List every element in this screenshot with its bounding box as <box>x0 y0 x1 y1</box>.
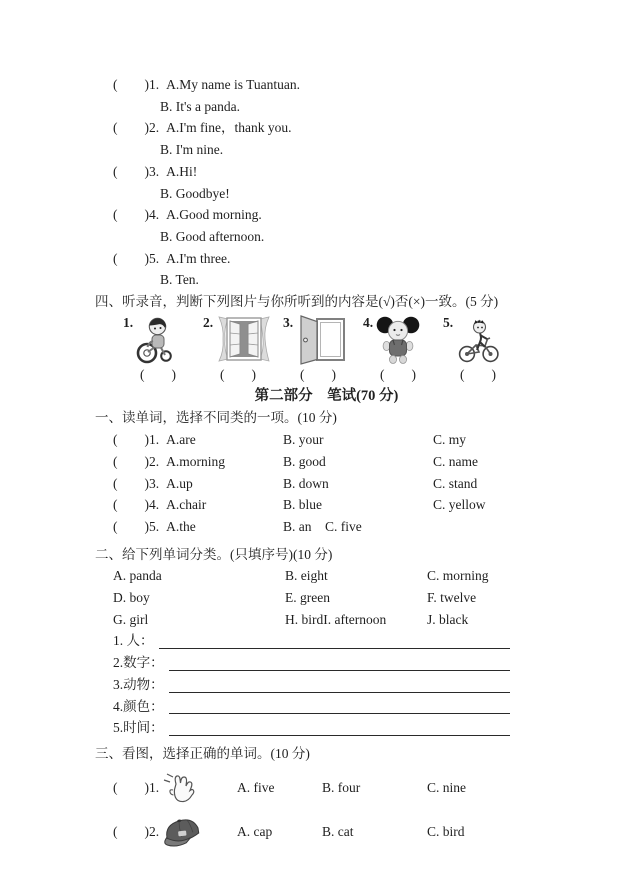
listening-item-2-line-a <box>113 117 628 139</box>
category-label: 4.颜色： <box>113 698 164 714</box>
answer-underline-blank <box>169 717 510 736</box>
picture-number: 3. <box>283 314 294 330</box>
option-a-text: A.I'm fine，thank you. <box>166 120 292 136</box>
word-d: D. boy <box>113 590 150 606</box>
answer-paren-blank: ( )1. <box>113 77 160 92</box>
picture-number: 1. <box>123 314 134 330</box>
option-b-text: B. Good afternoon. <box>160 228 265 244</box>
option-a-text: A.Good morning. <box>166 207 262 223</box>
section4-heading: 四、听录音，判断下列图片与你所听到的内容是(√)否(×)一致。(5 分) <box>95 294 499 310</box>
listening-item-5-line-b <box>113 269 628 291</box>
answer-paren-blank: ( )4. <box>113 497 160 513</box>
category-label: 5.时间： <box>113 720 164 736</box>
answer-paren-blank: ( )3. <box>113 163 160 179</box>
listening-item-2-line-b <box>113 139 628 161</box>
answer-paren-blank: ( )5. <box>113 250 160 266</box>
part2-title: 第二部分 笔试(70 分) <box>254 387 399 404</box>
option-b-text: B. Goodbye! <box>160 185 230 201</box>
option-a: A.chair <box>166 497 207 513</box>
option-b-text: B. It's a panda. <box>160 98 241 114</box>
written3-picture-choice <box>0 767 628 855</box>
picture-answer-blank: ( ) <box>220 366 256 382</box>
written3-row-2 <box>113 809 628 855</box>
option-a-text: A.I'm three. <box>166 250 231 266</box>
option-a: A. five <box>237 779 275 795</box>
toy-black-ears-icon <box>376 315 420 365</box>
answer-paren-blank: ( )2. <box>113 823 160 839</box>
listening-item-1-line-a <box>113 74 628 96</box>
picture-answer-blank: ( ) <box>380 366 416 382</box>
picture-item-3 <box>283 315 363 382</box>
option-a: A.the <box>166 518 196 534</box>
category-label: 2.数字： <box>113 655 164 671</box>
picture-number: 4. <box>363 314 374 330</box>
option-a: A.are <box>166 432 196 448</box>
answer-underline-blank <box>169 652 510 671</box>
answer-paren-blank: ( )3. <box>113 475 160 491</box>
listening-choose-response-section <box>0 74 628 291</box>
picture-item-4 <box>363 315 443 382</box>
option-a: A.morning <box>166 453 225 469</box>
option-b: B. four <box>322 779 361 795</box>
answer-paren-blank: ( )4. <box>113 207 160 223</box>
option-b: B. blue <box>283 497 322 513</box>
word-b: B. eight <box>285 568 328 584</box>
baseball-cap-icon <box>159 811 237 853</box>
listening-item-4-line-a <box>113 204 628 226</box>
category-row-time <box>113 717 510 739</box>
word-row-2 <box>113 587 628 609</box>
option-c: C. yellow <box>433 497 486 513</box>
word-row-3 <box>113 609 628 631</box>
option-c: C. name <box>433 453 478 469</box>
written1-heading: 一、读单词，选择不同类的一项。(10 分) <box>95 410 337 426</box>
option-c: C. stand <box>433 475 478 491</box>
option-b: B. an C. five <box>283 518 362 534</box>
written3-row-1 <box>113 767 628 809</box>
word-g: G. girl <box>113 611 149 627</box>
option-c <box>433 516 628 538</box>
answer-paren-blank: ( )1. <box>113 432 160 448</box>
option-c: C. bird <box>427 823 465 839</box>
window-icon <box>216 315 272 363</box>
written1-choice-rows <box>0 429 628 538</box>
category-row-people <box>113 630 510 652</box>
picture-number: 5. <box>443 314 454 330</box>
category-label: 1. 人： <box>113 633 154 649</box>
word-e: E. green <box>285 590 330 606</box>
option-b: B. cat <box>322 823 354 839</box>
option-a: A. cap <box>237 823 273 839</box>
option-b-text: B. I'm nine. <box>160 142 224 158</box>
listening-item-5-line-a <box>113 248 628 270</box>
option-c: C. nine <box>427 779 466 795</box>
category-row-colors <box>113 696 510 718</box>
listening-item-3-line-a <box>113 161 628 183</box>
word-f: F. twelve <box>427 590 477 606</box>
option-a: A.up <box>166 475 193 491</box>
listening-item-1-line-b <box>113 96 628 118</box>
word-row-1 <box>113 565 628 587</box>
picture-answer-blank: ( ) <box>140 366 176 382</box>
answer-underline-blank <box>169 696 510 715</box>
picture-number: 2. <box>203 314 214 330</box>
written1-row-1 <box>113 429 628 451</box>
category-row-numbers <box>113 652 510 674</box>
written3-heading: 三、看图，选择正确的单词。(10 分) <box>95 745 310 761</box>
category-label: 3.动物： <box>113 676 164 692</box>
boy-tricycle-icon <box>136 315 174 365</box>
answer-paren-blank: ( )2. <box>113 120 160 136</box>
picture-item-2 <box>203 315 283 382</box>
option-b: B. down <box>283 475 329 491</box>
answer-paren-blank: ( )5. <box>113 518 160 534</box>
option-b: B. good <box>283 453 326 469</box>
option-a-text: A.My name is Tuantuan. <box>166 77 301 92</box>
written2-heading: 二、给下列单词分类。(只填序号)(10 分) <box>95 546 333 562</box>
boy-bicycle-icon <box>456 315 502 363</box>
word-h-i: H. birdI. afternoon <box>285 611 387 627</box>
option-b-text: B. Ten. <box>160 272 199 288</box>
written1-row-3 <box>113 473 628 495</box>
picture-answer-blank: ( ) <box>300 366 336 382</box>
written2-categories <box>0 630 628 739</box>
written2-word-bank <box>0 565 628 630</box>
listening-item-4-line-b <box>113 226 628 248</box>
option-b: B. your <box>283 432 324 448</box>
listening-item-3-line-b <box>113 183 628 205</box>
answer-underline-blank <box>169 674 510 693</box>
option-a-text: A.Hi! <box>166 163 198 179</box>
answer-paren-blank: ( )1. <box>113 779 160 795</box>
word-j: J. black <box>427 611 469 627</box>
answer-underline-blank <box>159 630 511 649</box>
option-c: C. my <box>433 432 467 448</box>
hand-gesture-icon <box>159 768 237 808</box>
picture-item-5 <box>443 315 523 382</box>
section4-picture-row <box>123 315 628 382</box>
written1-row-5 <box>113 516 628 538</box>
category-row-animals <box>113 674 510 696</box>
written1-row-4 <box>113 494 628 516</box>
picture-answer-blank: ( ) <box>460 366 496 382</box>
open-door-icon <box>296 315 348 365</box>
answer-paren-blank: ( )2. <box>113 453 160 469</box>
word-a: A. panda <box>113 568 162 584</box>
word-c: C. morning <box>427 568 489 584</box>
picture-item-1 <box>123 315 203 382</box>
written1-row-2 <box>113 451 628 473</box>
